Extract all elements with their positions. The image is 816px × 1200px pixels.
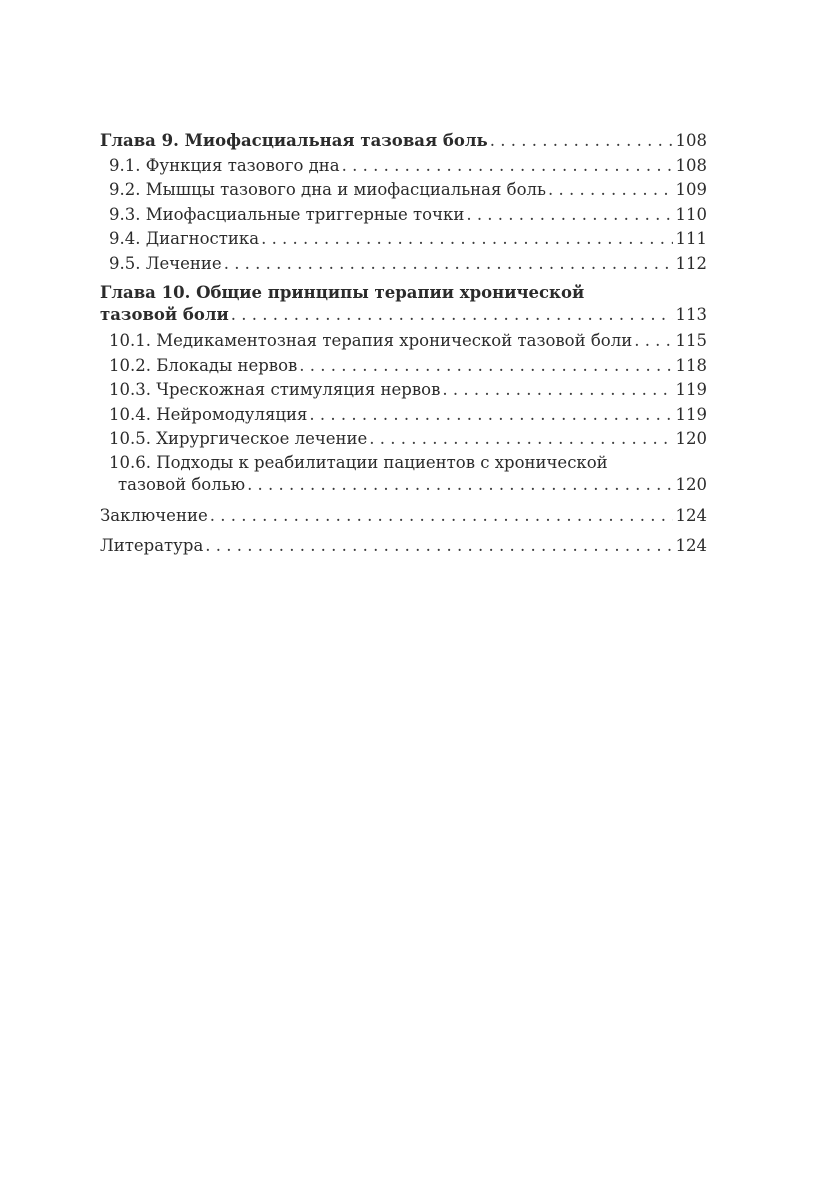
dot-leader — [490, 129, 673, 154]
toc-item-9-4 — [100, 227, 707, 252]
toc-chapter-10-title-line1: Глава 10. Общие принципы терапии хронической — [100, 283, 585, 302]
table-of-contents — [100, 129, 707, 559]
toc-item-title: 9.2. Мышцы тазового дна и миофасциальная боль — [109, 180, 547, 199]
toc-item-page: 115 — [675, 331, 707, 350]
toc-item-page: 109 — [675, 180, 707, 199]
toc-item-page: 120 — [675, 429, 707, 448]
toc-item-page: 119 — [675, 404, 707, 424]
dot-leader — [466, 203, 672, 228]
toc-item-page: 108 — [675, 155, 707, 175]
dot-leader — [634, 329, 672, 354]
toc-item-10-2 — [100, 354, 707, 379]
toc-item-page: 112 — [675, 253, 707, 273]
toc-item-10-5 — [100, 427, 707, 452]
toc-chapter-10 — [100, 282, 707, 326]
dot-leader — [231, 304, 673, 326]
dot-leader — [442, 378, 672, 403]
toc-item-9-3 — [100, 203, 707, 228]
toc-item-title: 9.5. Лечение — [109, 253, 222, 273]
dot-leader — [261, 227, 672, 252]
dot-leader — [369, 427, 672, 452]
toc-item-page: 110 — [675, 204, 707, 224]
toc-item-page: 111 — [675, 229, 707, 248]
toc-item-10-1 — [100, 329, 707, 354]
toc-chapter-9 — [100, 129, 707, 154]
toc-chapter-10-title-line2: тазовой боли — [100, 305, 229, 324]
toc-item-page: 120 — [675, 474, 707, 494]
toc-item-title: 9.3. Миофасциальные триггерные точки — [109, 204, 465, 224]
toc-item-title: 10.3. Чрескожная стимуляция нервов — [109, 380, 441, 399]
toc-literature — [100, 534, 707, 559]
toc-item-title-line1: 10.6. Подходы к реабилитации пациентов с хронической — [109, 452, 608, 472]
dot-leader — [548, 178, 672, 203]
dot-leader — [309, 403, 672, 428]
toc-item-10-3 — [100, 378, 707, 403]
toc-item-title: 9.1. Функция тазового дна — [109, 155, 340, 175]
toc-item-title: 10.2. Блокады нервов — [109, 355, 298, 375]
toc-literature-page: 124 — [675, 536, 707, 555]
toc-item-title: 10.5. Хирургическое лечение — [109, 429, 368, 448]
toc-conclusion-title: Заключение — [100, 505, 208, 525]
toc-item-title-line2: тазовой болью — [118, 474, 246, 494]
toc-item-9-1 — [100, 154, 707, 179]
dot-leader — [224, 252, 673, 277]
toc-conclusion-page: 124 — [675, 505, 707, 525]
dot-leader — [210, 504, 673, 529]
toc-item-title: 10.4. Нейромодуляция — [109, 404, 308, 424]
dot-leader — [299, 354, 672, 379]
toc-item-title: 10.1. Медикаментозная терапия хронической тазовой боли — [109, 331, 633, 350]
toc-item-9-5 — [100, 252, 707, 277]
toc-item-10-6 — [100, 452, 707, 496]
toc-chapter-9-title: Глава 9. Миофасциальная тазовая боль — [100, 131, 488, 150]
toc-literature-title: Литература — [100, 536, 204, 555]
toc-chapter-10-page: 113 — [675, 305, 707, 324]
toc-chapter-9-page: 108 — [675, 131, 707, 150]
dot-leader — [205, 534, 672, 559]
toc-conclusion — [100, 504, 707, 529]
toc-item-title: 9.4. Диагностика — [109, 229, 260, 248]
toc-item-10-4 — [100, 403, 707, 428]
toc-item-page: 118 — [675, 355, 707, 375]
toc-item-page: 119 — [675, 380, 707, 399]
dot-leader — [342, 154, 673, 179]
toc-item-9-2 — [100, 178, 707, 203]
dot-leader — [247, 474, 672, 496]
